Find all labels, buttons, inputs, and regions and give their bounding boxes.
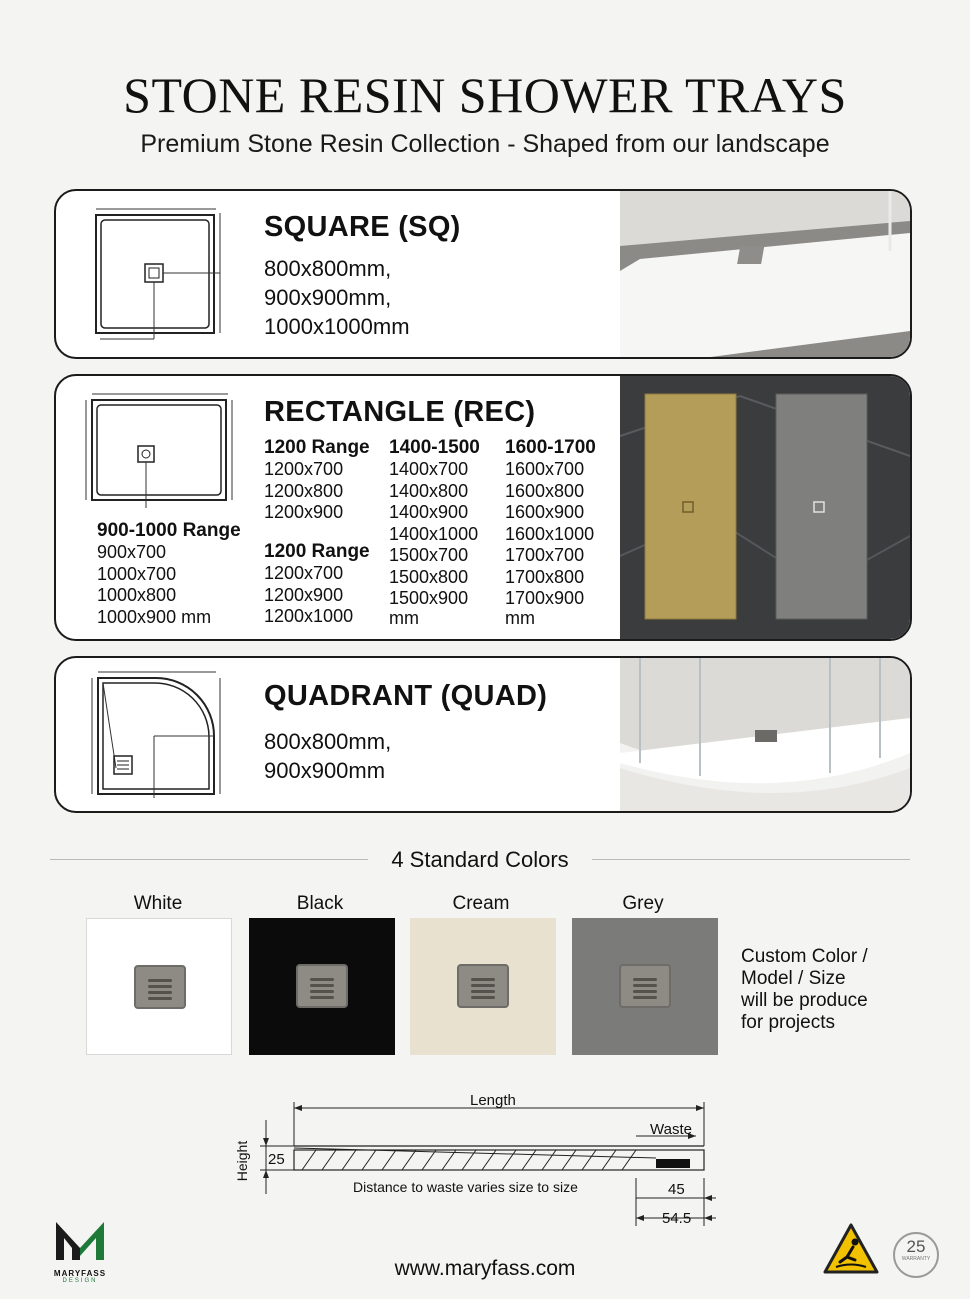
warranty-text: WARRANTY <box>901 1256 931 1262</box>
range-item: 1000x700 <box>97 563 177 584</box>
size-item: 800x800mm, <box>264 256 392 281</box>
range-1400-1500 <box>389 437 480 627</box>
range-item: 1200x700 <box>264 459 344 479</box>
page-subtitle: Premium Stone Resin Collection - Shaped from our landscape <box>140 130 830 158</box>
square-tray-drawing <box>86 205 226 345</box>
drain-icon <box>134 965 186 1009</box>
divider-left <box>50 859 368 860</box>
swatch-label-cream: Cream <box>452 893 510 914</box>
swatch-label-grey: Grey <box>622 893 664 914</box>
range-900-1000 <box>97 520 241 628</box>
range-item: 1600x800 <box>505 480 585 501</box>
range-heading: 1400-1500 <box>389 437 480 458</box>
custom-note-line: will be produce <box>741 990 868 1011</box>
rectangle-heading: RECTANGLE (REC) <box>264 396 536 428</box>
square-heading: SQUARE (SQ) <box>264 211 461 243</box>
custom-note-line: Custom Color / <box>741 946 868 967</box>
swatch-white <box>86 918 232 1055</box>
range-item: 1600x700 <box>505 459 585 479</box>
square-sizes <box>264 254 410 341</box>
drain-icon <box>457 964 509 1008</box>
waste-distance-note: Distance to waste varies size to size <box>353 1179 578 1195</box>
custom-note-line: for projects <box>741 1012 835 1033</box>
warranty-years: 25 <box>906 1237 926 1256</box>
rectangle-card <box>54 374 912 641</box>
dim-54-5-label: 54.5 <box>662 1210 692 1227</box>
height-value: 25 <box>268 1151 285 1168</box>
range-item: 1200x800 <box>264 480 344 501</box>
range-item: 1700x800 <box>505 566 585 587</box>
length-label: Length <box>470 1092 516 1109</box>
size-item: 900x900mm <box>264 758 386 783</box>
range-item: 1500x700 <box>389 545 469 565</box>
swatch-label-black: Black <box>296 893 344 914</box>
range-item: 1400x700 <box>389 459 469 479</box>
range-item: 1200x1000 <box>264 606 354 626</box>
range-item: 1500x900 <box>389 588 469 608</box>
size-item: 800x800mm, <box>264 729 392 754</box>
range-item: 1500x800 <box>389 566 469 587</box>
custom-note-line: Model / Size <box>741 968 846 989</box>
warranty-badge <box>893 1232 939 1278</box>
brand-name: MARYFASS <box>53 1269 107 1278</box>
square-tray-photo <box>620 191 910 357</box>
range-heading: 900-1000 Range <box>97 520 241 541</box>
range-item: 1700x900 <box>505 588 585 608</box>
range-item: 900x700 <box>97 542 167 562</box>
colors-title: 4 Standard Colors <box>370 847 590 873</box>
range-heading: 1200 Range <box>264 541 370 562</box>
wet-floor-warning-icon <box>822 1222 880 1278</box>
size-item: 900x900mm, <box>264 285 392 310</box>
divider-right <box>592 859 910 860</box>
range-heading: 1600-1700 <box>505 437 596 458</box>
drain-icon <box>296 964 348 1008</box>
quadrant-tray-drawing <box>86 668 226 804</box>
range-item: mm <box>505 607 535 628</box>
range-item: 1200x900 <box>264 584 344 605</box>
size-item: 1000x1000mm <box>264 314 410 339</box>
range-1600-1700 <box>505 437 596 627</box>
range-item: 1400x800 <box>389 480 469 501</box>
range-item: 1000x900 mm <box>97 606 212 627</box>
swatch-grey <box>572 918 718 1055</box>
range-item: 1600x900 <box>505 502 585 522</box>
swatch-label-white: White <box>133 893 183 914</box>
quadrant-tray-photo <box>620 658 910 811</box>
rectangle-tray-drawing <box>78 390 238 520</box>
quadrant-card <box>54 656 912 813</box>
swatch-black <box>249 918 395 1055</box>
drain-icon <box>619 964 671 1008</box>
range-item: mm <box>389 607 419 628</box>
quadrant-heading: QUADRANT (QUAD) <box>264 680 548 712</box>
range-item: 1400x900 <box>389 502 469 522</box>
range-item: 1700x700 <box>505 545 585 565</box>
range-item: 1400x1000 <box>389 523 479 544</box>
range-item: 1200x700 <box>264 563 344 583</box>
website-url[interactable]: www.maryfass.com <box>394 1257 576 1280</box>
brand-sub: DESIGN <box>62 1278 98 1284</box>
dim-45-label: 45 <box>668 1181 685 1198</box>
swatch-cream <box>410 918 556 1055</box>
page-title: STONE RESIN SHOWER TRAYS <box>123 67 847 123</box>
square-card <box>54 189 912 359</box>
custom-note <box>741 946 921 1034</box>
range-item: 1200x900 <box>264 502 344 522</box>
range-1200-b <box>264 541 370 628</box>
rectangle-tray-photo <box>620 376 910 639</box>
height-label: Height <box>234 1140 251 1182</box>
range-heading: 1200 Range <box>264 437 370 458</box>
range-item: 1600x1000 <box>505 523 595 544</box>
quadrant-sizes <box>264 727 391 785</box>
range-1200-a <box>264 437 370 524</box>
range-item: 1000x800 <box>97 585 177 605</box>
waste-label: Waste <box>650 1121 692 1138</box>
